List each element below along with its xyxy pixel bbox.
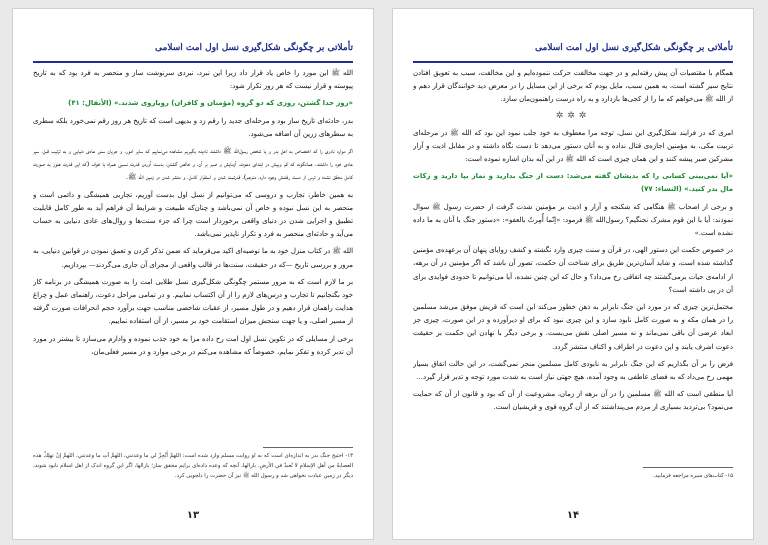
paragraph: همگام با مقتضیات آن پیش رفته‌ایم و در جهت مخالفت حرکت ننموده‌ایم و این مخالفت، سبب به تعویق افتادن نتایج سیر گشته است، به همین سبب، مایل بودم که برخی از این مسایل را در معرض دید خوانندگان قرار دهم و از الله ﷺ می‌خواهم که ما را از کجی‌ها بازدارد و به راه درست راهنمون‌مان سازد.: [413, 69, 733, 104]
quran-quote: «روز جدا گشتن، روزی که دو گروه (مؤمنان و کافران) رویاروی شدند.» (الأنفال: ۴۱): [68, 99, 353, 108]
section-divider: ✲✲✲: [555, 110, 591, 121]
paragraph: برخی از مسایلی که در تکوین نسل اول امت رخ داده مرا به خود جذب نموده و وادارم می‌سازد تا بیشتر در مورد آن تدبر کرده و تفکر نمایم، خصوصاً که مشاهده می‌کنم در برخی موارد و در مسیر فعلی‌مان،: [33, 334, 353, 356]
page-header: [33, 39, 353, 63]
footnote: [33, 447, 353, 481]
header-title: تأملاتی بر چگونگی شکل‌گیری نسل اول امت اسلامی: [535, 43, 733, 53]
page-number: ۱۳: [186, 510, 200, 521]
paragraph: بر ما لازم است که به مرور مستمر چگونگی شکل‌گیری نسل طلایی امت را به صورت همیشگی در برنامه کار خود بگنجانیم تا تجارب و درس‌های لازم را از آن اکتساب نماییم. و در تمامی مراحل دعوت، راهنمای عمل و چراغ هدایت راهمان قرار دهیم و در طول مسیر، از عقبات شاخصی مناسب جهت برآورد حجم انحرافات صورت گرفته از مسیر اصلی، و یا جهت سنجش میزان استقامت خود بر مسیر، از آن استفاده نماییم.: [33, 277, 353, 326]
quran-quote: «آیا نمی‌بینی کسانی را که بدیشان گفته می‌شد: دست از جنگ بدارید و نماز بپا دارید و زکات مال بدر کنید.» (النساء: ۷۷): [413, 172, 733, 194]
paragraph: اگر موارد نادری را که اختصاص به اهل بدر و یا شخص رسول‌الله ﷺ داشتند نادیده بگیریم مشاهده می‌نماییم که سایر امور، و جریان سنن عادی دنیایی و به ترتیب قبل، سیر عادی خود را داشتند. همانگونه که کم وبیش در ابتدای دعوت، آزمایش و صبر بر آن، و خالص گشتن، بدست آوردن قدرت نسبی همراه با خوف (که این قدرت هنوز به صورت کامل محقق نشده و ترس از دست رفتنش وجود دارد، مترجم)، قدرتمند شدن و استقرار کامل، و متشر شدن در زمین الله ﷺ.: [33, 147, 353, 182]
paragraph: بدر، حادثه‌ای تاریخ ساز بود و مرحله‌ای جدید را رقم زد و بدیهی است که تاریخ هر روز رقم نمی‌خورد بلکه سطری به سطرهای زرین آن اضافه می‌شود.: [33, 116, 353, 138]
paragraph: الله ﷺ این مورد را خاص یاد قرار داد زیرا این نبرد، نبردی سرنوشت ساز و منحصر به فرد بود که به تاریخ پیوسته و قرار نیست که هر روز تکرار شود:: [33, 69, 353, 91]
footnote-rule: [263, 447, 353, 448]
paragraph: فرض را بر آن بگذاریم که این جنگ نابرابر به نابودی کامل مسلمین منجر نمی‌گشت، در این حالت اتفاق بسیار مهمی رخ می‌داد که به فضای عاطفی به وجود آمده، هیچ جهتی نیاز است به شدت مورد توجه و تدبر قرار گیرد...: [413, 359, 733, 382]
header-title: تأملاتی بر چگونگی شکل‌گیری نسل اول امت اسلامی: [155, 43, 353, 53]
footnote-text: ۱۵- کتاب‌های سیره مراجعه فرمایید.: [653, 473, 733, 479]
paragraph: و برخی از اصحاب ﷺ هنگامی که شکنجه و آزار و اذیت بر مؤمنین شدت گرفت از حضرت رسول ﷺ سوال نمودند: آیا با این قوم مشرک نجنگیم؟ رسول‌الله ﷺ فرمود: «إنّما أُمِرتُ بالعفو»: «دستور جنگ با آنان به ما داده نشده است.»: [413, 202, 733, 238]
paragraph: امری که در فرایند شکل‌گیری این نسل، توجه مرا معطوف به خود جلب نمود این بود که الله ﷺ در مرحله‌ای تربیت مکی، به مؤمنین اجازه‌ی قتال نداده و به آنان دستور می‌دهد تا دست نگاه داشته و در مقابل اذیت و آزار مشرکین صبر پیشه کنند و این همان چیزی است که الله ﷺ در این آیه بدان اشاره نموده است:: [413, 128, 733, 164]
footnote: [413, 467, 733, 481]
page-13: [12, 8, 374, 540]
paragraph: آیا منطقی است که الله ﷺ مسلمین را در آن برهه از زمان، مشروعیت از آن که بود و قانون از آن که حمایت می‌نمود؟ بی‌تردید بسیاری از مردم می‌پنداشتند که از آن گروه قوی و قریشیان است.: [413, 390, 733, 412]
paragraph: مختمل‌ترین چیزی که در مورد این جنگ نابرابر به ذهن خطور می‌کند این است که قریش موفق می‌شد مسلمین را در همان مکه و به صورت کامل نابود سازد و این چیزی نبود که برای او دیرآورده و در این صورت، چیزی جز ابعاد عرضی آن باقی نمی‌ماند و نه مسیر اصلی نقش می‌بست. و برخی دیگر با نهادن این حکمت بر حقیقت دعوت اشرف یابند و این دعوت در اطراف و اکناف منتشر گردد.: [413, 303, 733, 351]
page-body: [33, 67, 353, 443]
page-number: ۱۴: [566, 510, 580, 521]
page-body: [413, 67, 733, 467]
paragraph: به همین خاطر، تجارب و دروسی که می‌توانیم از نسل اول بدست آوریم، تجاربی همیشگی و دائمی است و منحصر به این نسل نبوده و خاص آن نمی‌باشد و چنان‌که طبیعت و شرایط آن فراهم آید به طور کامل قابلیت تطبیق و اجرایی شدن در دنیای واقعی برخوردار است چرا که جزء سنت‌ها و روال‌های عادی دنیایی به حساب می‌آید و حادثه‌ای منحصر به فرد و تکرار ناپذیر نمی‌باشد.: [33, 190, 353, 239]
paragraph: الله ﷺ در کتاب منزل خود به ما توصیه‌ای اکید می‌فرماید که ضمن تذکر کردن و تعمق نمودن در قوانین دنیایی، به مرور و بررسی تاریخ —که در حقیقت، سنت‌ها در قالب واقعی از مجرای آن جاری می‌گردند— بپردازیم.: [33, 247, 353, 269]
footnote-rule: [643, 467, 733, 468]
footnote-text: ۱۳- احتیج جنگ بدر به اندازه‌ای است که به او روایت مسلم وارد شده است: اللهمَّ أَنْجِزْ لي ما وعدتني، اللهمَّ آتِ ما وعدتني، اللهمَّ إنْ تهلِكْ هذه العصابةُ من أهلِ الإسلامِ لا تُعبدْ في الأرضِ. بارالها، آنچه که وعده داده‌ای برایم محقق ساز؛ بارالها، اگر این گروه اندک از اهل اسلام نابود شوند، دیگر در زمین عبادت نخواهی شد و رسول الله ﷺ نیز آن حضرت را دلجویی کرد.: [33, 453, 353, 479]
page-14: [392, 8, 754, 540]
paragraph: در خصوص حکمت این دستور الهی، در قرآن و سنت چیزی وارد نگشته و کشف زوایای پنهان آن برعهده‌ی مؤمنین گذاشته شده است، و شاید آسان‌ترین طریق برای شناخت آن حکمت، تصور آن باشد که اگر مؤمنین در آن برهه، از ادامه‌ی حیات برمی‌گشتند چه اتفاقی رخ می‌داد؟ و حال که این چنین نشده، آیا می‌توانیم تا حدودی فوایدی برای آن در پی داشته است؟: [413, 246, 733, 294]
page-header: [413, 39, 733, 63]
